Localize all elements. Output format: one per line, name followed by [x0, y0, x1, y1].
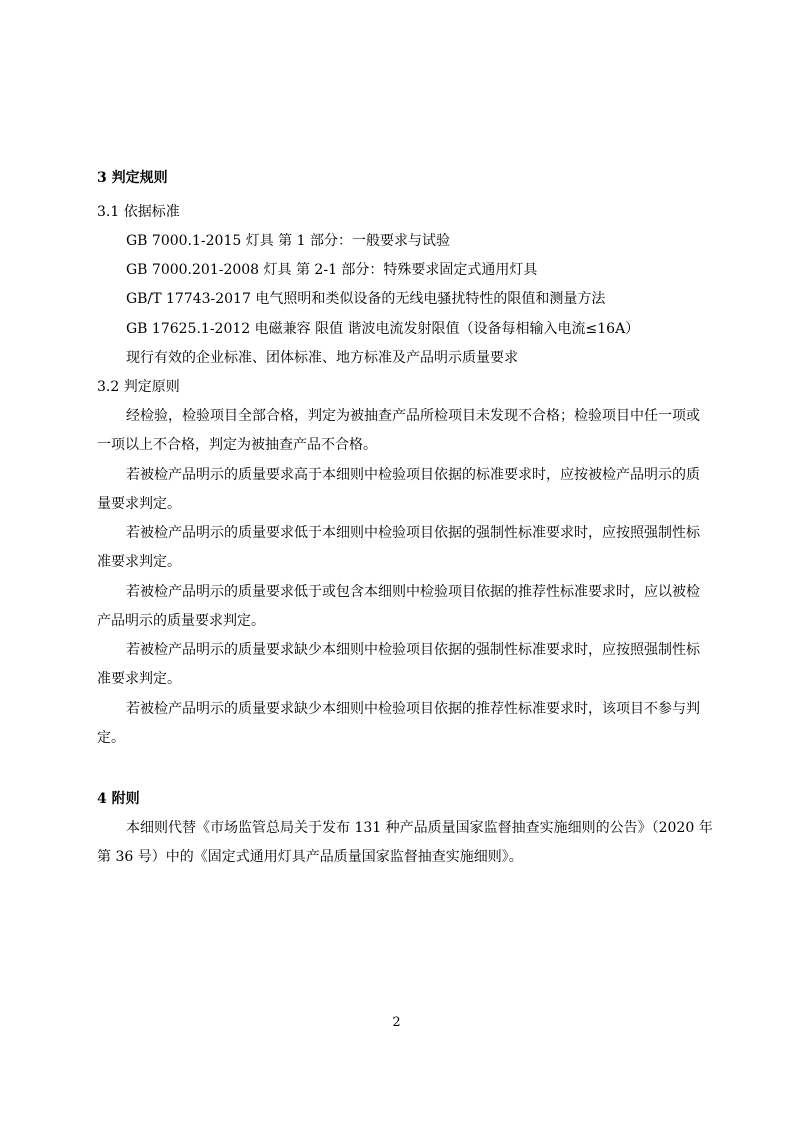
- paragraph-line: 产品明示的质量要求判定。: [97, 613, 265, 629]
- paragraph-line: 若被检产品明示的质量要求缺少本细则中检验项目依据的推荐性标准要求时，该项目不参与判: [126, 701, 700, 717]
- paragraph-line: 量要求判定。: [97, 496, 181, 512]
- paragraph-line: 第 36 号）中的《固定式通用灯具产品质量国家监督抽查实施细则》。: [97, 849, 523, 865]
- section-3-1-heading: 3.1 依据标准: [97, 204, 180, 220]
- paragraph-line: 准要求判定。: [97, 671, 181, 687]
- paragraph-line: 准要求判定。: [97, 554, 181, 570]
- standard-item: GB 7000.1-2015 灯具 第 1 部分：一般要求与试验: [126, 233, 450, 249]
- paragraph-line: 定。: [97, 730, 125, 746]
- paragraph-line: 若被检产品明示的质量要求缺少本细则中检验项目依据的强制性标准要求时，应按照强制性标: [126, 642, 700, 658]
- paragraph-line: 若被检产品明示的质量要求低于或包含本细则中检验项目依据的推荐性标准要求时，应以被检: [126, 584, 700, 600]
- paragraph-line: 本细则代替《市场监管总局关于发布 131 种产品质量国家监督抽查实施细则的公告》（2020 年: [126, 820, 713, 836]
- section-4-heading: 4 附则: [97, 791, 140, 807]
- paragraph-line: 若被检产品明示的质量要求低于本细则中检验项目依据的强制性标准要求时，应按照强制性标: [126, 525, 700, 541]
- standard-item: 现行有效的企业标准、团体标准、地方标准及产品明示质量要求: [126, 350, 518, 366]
- standard-item: GB 7000.201-2008 灯具 第 2-1 部分：特殊要求固定式通用灯具: [126, 262, 538, 278]
- paragraph-line: 经检验，检验项目全部合格，判定为被抽查产品所检项目未发现不合格；检验项目中任一项或: [126, 408, 700, 424]
- page-number: 2: [392, 1015, 401, 1030]
- section-3-2-heading: 3.2 判定原则: [97, 379, 180, 395]
- section-3-heading: 3 判定规则: [97, 170, 168, 186]
- standard-item: GB 17625.1-2012 电磁兼容 限值 谐波电流发射限值（设备每相输入电流≤16A）: [126, 321, 640, 337]
- paragraph-line: 若被检产品明示的质量要求高于本细则中检验项目依据的标准要求时，应按被检产品明示的质: [126, 467, 700, 483]
- paragraph-line: 一项以上不合格，判定为被抽查产品不合格。: [97, 437, 377, 453]
- standard-item: GB/T 17743-2017 电气照明和类似设备的无线电骚扰特性的限值和测量方法: [126, 291, 606, 307]
